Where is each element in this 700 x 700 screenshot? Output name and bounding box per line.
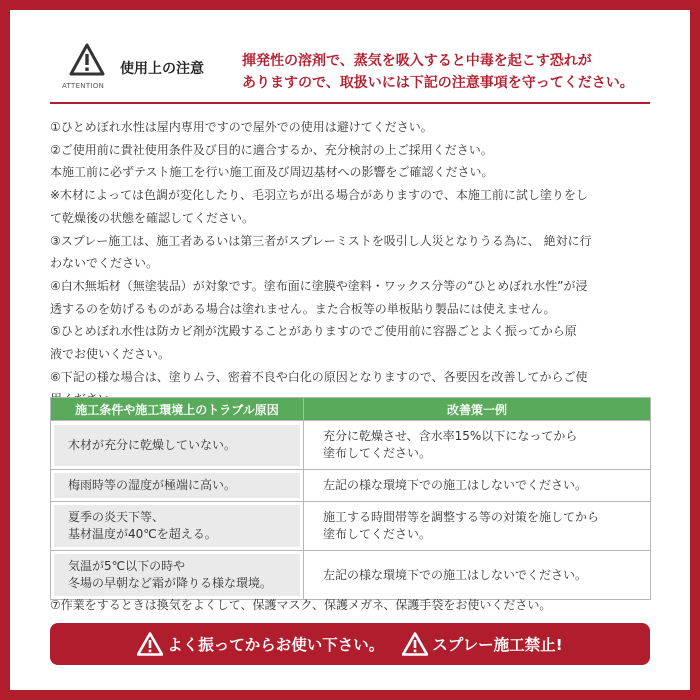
note-line: ②ご使用前に貴社使用条件及び目的に適合するか、充分検討の上ご採用ください。 [50, 142, 493, 157]
cause-cell [51, 502, 304, 551]
note-line: ⑥下記の様な場合は、塗りムラ、密着不良や白化の原因となりますので、各要因を改善してからご使 [50, 369, 588, 384]
trouble-table [50, 397, 651, 600]
banner-text: スプレー施工禁止! [432, 636, 563, 654]
note-line: ⑦作業をするときは換気をよくして、保護マスク、保護メガネ、保護手袋をお使いください。 [50, 598, 552, 612]
divider [50, 102, 650, 104]
header-warning [242, 50, 682, 94]
note-line: ⑤ひとめぼれ水性は防カビ剤が沈殿することがありますのでご使用前に容器ごとよく振ってから原 [50, 324, 577, 339]
table-row [51, 551, 651, 600]
fix-cell [304, 421, 651, 470]
banner-item-no-spray [402, 632, 562, 656]
note-line: ③スプレー施工は、施工者あるいは第三者がスプレーミストを吸引し人災となりうる為に、 絶対に行 [50, 233, 592, 248]
column-header-cause: 施工条件や施工環境上のトラブル原因 [51, 398, 304, 421]
note-line: ①ひとめぼれ水性は屋内専用ですので屋外での使用は避けてください。 [50, 120, 433, 134]
warning-banner [50, 623, 650, 665]
table-row [51, 421, 651, 470]
page-title: 使用上の注意 [120, 61, 204, 77]
note-line: ④白木無垢材（無塗装品）が対象です。塗布面に塗膜や塗料・ワックス分等の“ひとめぼれ水性”が浸 [50, 278, 588, 293]
warning-line: 揮発性の溶剤で、蒸気を吸入すると中毒を起こす恐れが [242, 53, 592, 69]
table-row [51, 470, 651, 502]
cause-cell [51, 551, 304, 600]
banner-item-shake [137, 632, 384, 656]
warning-triangle-icon [68, 42, 106, 78]
cell-line: 夏季の炎天下等、 [68, 510, 165, 524]
column-header-fix: 改善策一例 [304, 398, 651, 421]
cell-line: 施工する時間帯等を調整する等の対策を施してから [323, 510, 600, 524]
cell-line: 左記の様な環境下での施工はしないでください。 [323, 478, 588, 492]
cause-cell [51, 421, 304, 470]
notes-list [50, 116, 655, 411]
notice-panel [10, 10, 690, 690]
note-line: 本施工前に必ずテスト施工を行い施工面及び周辺基材への影響をご確認ください。 [50, 165, 494, 180]
table-row [51, 502, 651, 551]
cell-line: 木材が充分に乾燥していない。 [68, 437, 237, 452]
note-line: て乾燥後の状態を確認してください。 [50, 210, 255, 225]
fix-cell [304, 551, 651, 600]
cause-cell [51, 470, 304, 502]
cell-line: 冬場の早朝など霜が降りる様な環境。 [68, 576, 273, 590]
fix-cell [304, 470, 651, 502]
note-line: 透するのを妨げるものがある場合は塗れません。また合板等の単板貼り製品には使えません。 [50, 301, 556, 316]
cell-line: 基材温度が40℃を超える。 [68, 527, 217, 541]
fix-cell [304, 502, 651, 551]
banner-text: よく振ってからお使い下さい。 [167, 636, 385, 654]
warning-triangle-icon [402, 632, 428, 656]
warning-triangle-icon [137, 632, 163, 656]
cell-line: 塗布してください。 [323, 446, 432, 460]
cell-line: 左記の様な環境下での施工はしないでください。 [323, 567, 588, 582]
cell-line: 充分に乾燥させ、含水率15%以下になってから [323, 429, 578, 443]
cell-line: 梅雨時等の湿度が極端に高い。 [68, 478, 237, 492]
attention-label: ATTENTION [62, 82, 105, 90]
note-line: ※木材によっては色調が変化したり、毛羽立ちが出る場合がありますので、本施工前に試し塗りをし [50, 188, 588, 203]
warning-line: ありますので、取扱いには下記の注意事項を守ってください。 [242, 75, 634, 91]
header [10, 10, 690, 100]
cell-line: 塗布してください。 [323, 527, 432, 541]
cell-line: 気温が5℃以下の時や [68, 559, 186, 573]
note-line: 液でお使いください。 [50, 347, 171, 362]
table-header-row [51, 398, 651, 421]
note-line: わないでください。 [50, 256, 159, 271]
